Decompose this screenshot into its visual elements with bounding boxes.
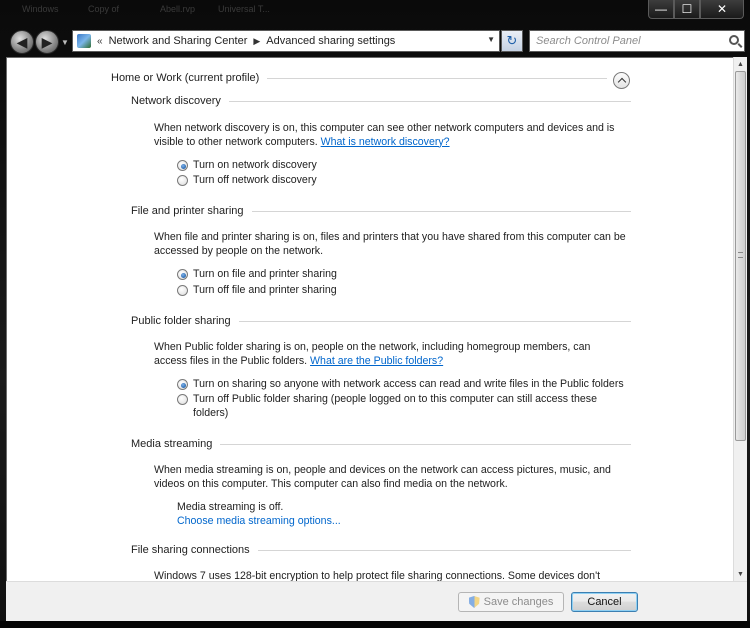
radio-button[interactable] [177,394,188,405]
maximize-button[interactable]: ☐ [674,0,700,19]
save-changes-button[interactable] [458,592,564,612]
file-sharing-connections-description: Windows 7 uses 128-bit encryption to help protect file sharing connections. Some devices don't [154,570,601,581]
radio-turn-off-file-printer-sharing[interactable] [177,284,337,298]
control-panel-icon [77,34,91,48]
vertical-scrollbar[interactable] [733,57,747,581]
collapse-profile-button[interactable] [613,72,630,89]
description-text: When network discovery is on, this computer can see other network computers and devices and is visible to other network computers. [154,122,615,148]
description-text: When Public folder sharing is on, people on the network, including homegroup members, can access files in the Public folders. [154,341,591,367]
search-input[interactable] [529,30,745,52]
network-discovery-help-link[interactable]: What is network discovery? [320,135,450,148]
section-header-public-folder-sharing [131,315,631,327]
address-bar[interactable] [72,30,500,52]
section-title: File and printer sharing [131,205,244,217]
uac-shield-icon [469,596,480,608]
section-header-network-discovery [131,95,631,107]
forward-button[interactable]: ▶ [35,30,59,54]
public-folder-description [154,341,624,368]
grip-icon [738,252,743,258]
scroll-down-button[interactable]: ▼ [737,570,744,578]
profile-header [111,72,607,84]
radio-turn-on-public-sharing[interactable] [177,378,647,392]
section-title: File sharing connections [131,544,250,556]
address-dropdown-icon[interactable]: ▼ [487,35,495,44]
public-folders-help-link[interactable]: What are the Public folders? [310,354,444,367]
close-button[interactable]: ✕ [700,0,744,19]
taskbar-strip [0,621,750,628]
caption-buttons [648,0,744,19]
divider [239,321,631,322]
breadcrumb-network-and-sharing-center[interactable]: Network and Sharing Center [108,35,248,47]
radio-turn-off-network-discovery[interactable] [177,174,317,188]
desktop-label: Abell.rvp [160,4,196,14]
recent-pages-dropdown[interactable]: ▼ [61,38,69,47]
radio-button-selected[interactable] [177,160,188,171]
network-discovery-description [154,122,634,149]
media-streaming-description: When media streaming is on, people and devices on the network can access pictures, music, and videos on this computer. This computer can also find media on the network. [154,464,611,490]
section-header-file-printer-sharing [131,205,631,217]
desktop-label: Universal T... [218,4,270,14]
settings-panel [6,57,733,581]
scroll-up-button[interactable]: ▲ [737,60,744,68]
divider [229,101,631,102]
radio-label: Turn off Public folder sharing (people logged on to this computer can still access these folders) [193,393,597,419]
section-header-file-sharing-connections [131,544,631,556]
desktop-label: Windows [22,4,59,14]
file-printer-description: When file and printer sharing is on, files and printers that you have shared from this computer can be accessed by people on the network. [154,231,626,257]
divider [252,211,631,212]
radio-label: Turn off file and printer sharing [193,284,337,296]
back-button[interactable]: ◀ [10,30,34,54]
divider [267,78,607,79]
divider [258,550,631,551]
breadcrumb-advanced-sharing-settings[interactable]: Advanced sharing settings [266,35,396,47]
media-streaming-options-link[interactable] [177,515,341,529]
section-title: Network discovery [131,95,221,107]
radio-turn-on-network-discovery[interactable] [177,159,317,173]
save-changes-label: Save changes [483,596,554,608]
refresh-button[interactable]: ↻ [501,30,523,52]
section-title: Media streaming [131,438,213,450]
breadcrumb-separator-icon[interactable]: ▶ [253,35,261,46]
radio-label: Turn on network discovery [193,159,317,171]
scroll-thumb[interactable] [735,71,746,441]
section-title: Public folder sharing [131,315,231,327]
section-header-media-streaming [131,438,631,450]
search-placeholder: Search Control Panel [536,35,641,47]
link-text[interactable]: Choose media streaming options... [177,515,341,527]
media-streaming-status: Media streaming is off. [177,501,284,513]
radio-label: Turn off network discovery [193,174,317,186]
radio-button[interactable] [177,285,188,296]
cancel-button[interactable]: Cancel [571,592,638,612]
radio-button-selected[interactable] [177,379,188,390]
chevron-up-icon [617,78,625,86]
search-icon[interactable] [729,35,739,45]
profile-title: Home or Work (current profile) [111,72,260,84]
divider [220,444,631,445]
breadcrumb-overflow[interactable]: « [97,35,103,47]
radio-button-selected[interactable] [177,269,188,280]
desktop-label: Copy of [88,4,120,14]
dialog-button-bar [6,581,747,621]
radio-label: Turn on sharing so anyone with network access can read and write files in the Public folders [193,378,624,390]
radio-turn-off-public-sharing[interactable] [177,393,622,420]
minimize-button[interactable]: — [648,0,674,19]
radio-button[interactable] [177,175,188,186]
radio-turn-on-file-printer-sharing[interactable] [177,268,337,282]
radio-label: Turn on file and printer sharing [193,268,337,280]
